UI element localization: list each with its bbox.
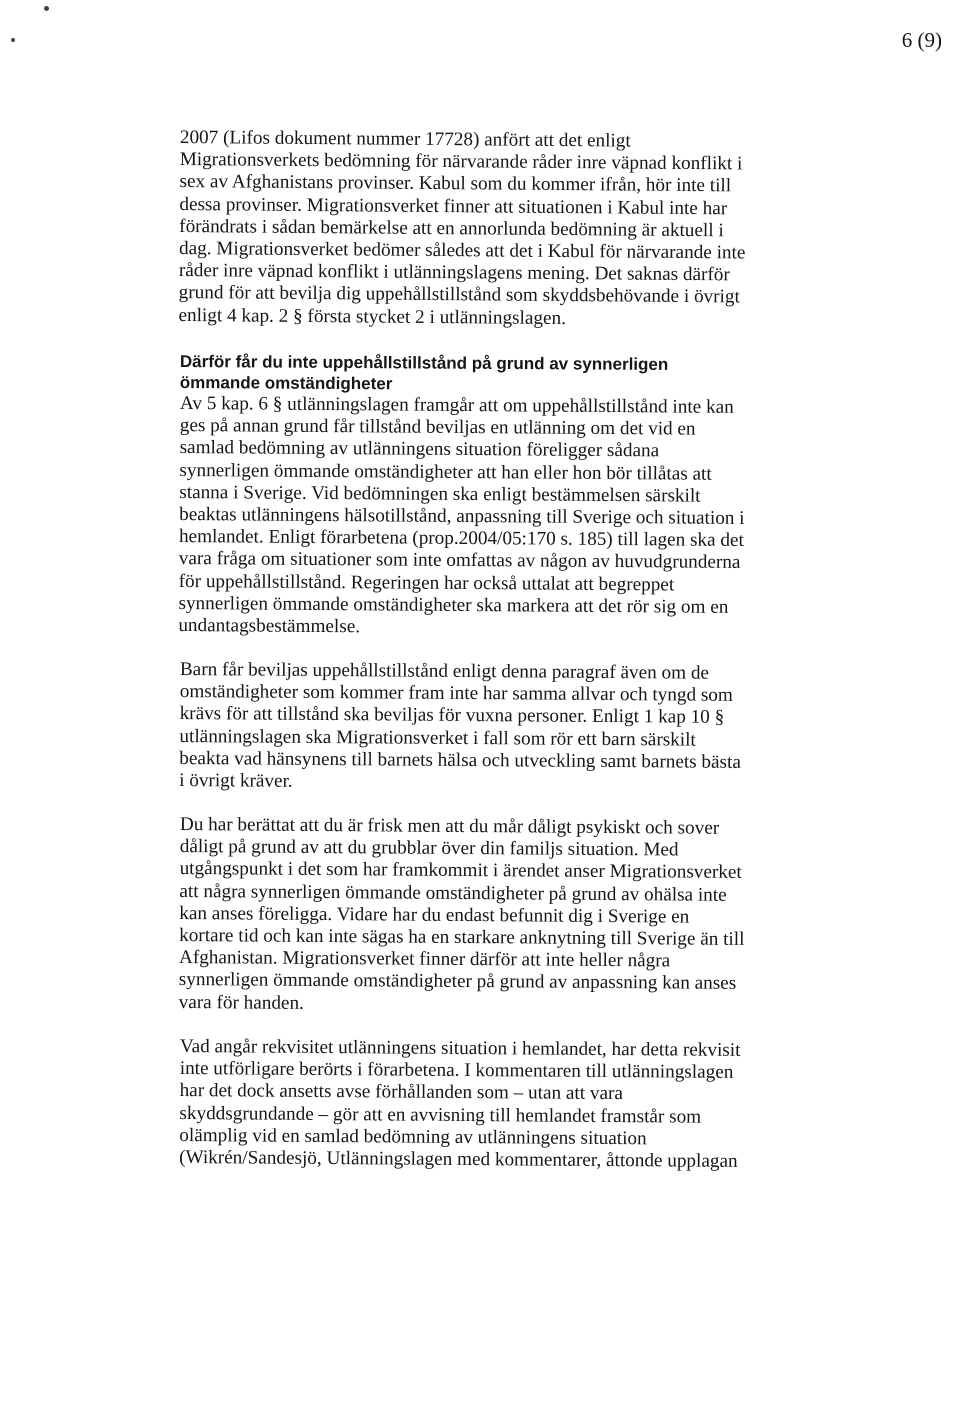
text-line: beakta vad hänsynens till barnets hälsa och utveckling samt barnets bästa: [179, 747, 741, 773]
text-line: att några synnerligen ömmande omständigheter på grund av ohälsa inte: [179, 880, 727, 906]
text-line: olämplig vid en samlad bedömning av utlänningens situation: [179, 1124, 647, 1150]
text-line: stanna i Sverige. Vid bedömningen ska enligt bestämmelsen särskilt: [179, 481, 701, 507]
text-line: Du har berättat att du är frisk men att du mår dåligt psykiskt och sover: [179, 814, 720, 840]
text-line: ges på annan grund får tillstånd beviljas en utlänning om det vid en: [179, 415, 696, 440]
text-line: vara för handen.: [178, 991, 304, 1014]
text-line: dessa provinser. Migrationsverket finner att situationen i Kabul inte har: [179, 193, 728, 219]
text-line: 2007 (Lifos dokument nummer 17728) anfört att det enligt: [179, 127, 631, 152]
text-line: dåligt på grund av att du grubblar över din familjs situation. Med: [179, 836, 679, 861]
section-heading: [180, 351, 870, 397]
text-line: har det dock ansetts avse förhållanden som – utan att vara: [179, 1080, 623, 1105]
scan-speck: [11, 38, 15, 42]
text-line: Barn får beviljas uppehållstillstånd enligt denna paragraf även om de: [179, 659, 710, 684]
text-line: samlad bedömning av utlänningens situation föreligger sådana: [179, 437, 660, 462]
heading-line: ömmande omständigheter: [179, 372, 393, 394]
text-line: i övrigt kräver.: [179, 770, 293, 792]
text-line: förändrats i sådan bemärkelse att en annorlunda bedömning är aktuell i: [179, 215, 724, 242]
text-line: Afghanistan. Migrationsverket finner därför att inte heller några: [178, 947, 671, 972]
text-line: Migrationsverkets bedömning för närvarande råder inre väpnad konflikt i: [179, 149, 743, 175]
text-line: inte utförligare berörts i förarbetena. I kommentaren till utlänningslagen: [179, 1058, 734, 1084]
text-line: synnerligen ömmande omständigheter att han eller hon bör tillåtas att: [179, 459, 712, 485]
text-line: råder inre väpnad konflikt i utlänningslagens mening. Det saknas därför: [178, 260, 730, 286]
text-line: enligt 4 kap. 2 § första stycket 2 i utlänningslagen.: [178, 304, 566, 329]
text-line: utgångspunkt i det som har framkommit i ärendet anser Migrationsverket: [179, 858, 742, 884]
text-line: undantagsbestämmelse.: [178, 614, 361, 638]
heading-line: Därför får du inte uppehållstillstånd på grund av synnerligen: [179, 351, 669, 374]
paragraph-children: [179, 659, 870, 797]
text-line: synnerligen ömmande omständigheter ska markera att det rör sig om en: [178, 592, 729, 618]
text-line: (Wikrén/Sandesjö, Utlänningslagen med kommentarer, åttonde upplagan: [179, 1147, 738, 1173]
text-line: hemlandet. Enligt förarbetena (prop.2004/05:170 s. 185) till lagen ska det: [178, 526, 744, 551]
text-line: kan anses föreligga. Vidare har du endast befunnit dig i Sverige en: [179, 903, 690, 928]
text-line: omständigheter som kommer fram inte har samma allvar och tyngd som: [179, 681, 733, 707]
text-line: synnerligen ömmande omständigheter på grund av anpassning kan anses: [178, 969, 737, 995]
paragraph-health-assessment: [179, 814, 870, 1019]
paragraph-home-country: [179, 1036, 870, 1174]
text-line: dag. Migrationsverket bedömer således att det i Kabul för närvarande inte: [178, 238, 746, 264]
text-line: skyddsgrundande – gör att en avvisning till hemlandet framstår som: [179, 1102, 702, 1128]
document-body: [178, 127, 870, 1173]
text-line: sex av Afghanistans provinser. Kabul som du kommer ifrån, hör inte till: [179, 171, 732, 197]
text-line: Av 5 kap. 6 § utlänningslagen framgår att om uppehållstillstånd inte kan: [179, 392, 734, 418]
text-line: krävs för att tillstånd ska beviljas för vuxna personer. Enligt 1 kap 10 §: [179, 703, 725, 729]
scan-speck: [44, 6, 49, 11]
text-line: vara fråga om situationer som inte omfattas av någon av huvudgrunderna: [178, 548, 741, 574]
paragraph-legal-basis: [178, 393, 870, 642]
text-line: beaktas utlänningens hälsotillstånd, anpassning till Sverige och situation i: [179, 503, 745, 529]
text-line: för uppehållstillstånd. Regeringen har också uttalat att begreppet: [178, 570, 675, 595]
text-line: grund för att bevilja dig uppehållstillstånd som skyddsbehövande i övrigt: [178, 282, 740, 308]
text-line: utlänningslagen ska Migrationsverket i fall som rör ett barn särskilt: [179, 725, 696, 751]
text-line: kortare tid och kan inte sägas ha en starkare anknytning till Sverige än till: [179, 925, 745, 951]
paragraph-conflict-assessment: [178, 127, 870, 332]
text-line: Vad angår rekvisitet utlänningens situation i hemlandet, har detta rekvisit: [179, 1036, 741, 1062]
page-number: 6 (9): [901, 28, 942, 52]
